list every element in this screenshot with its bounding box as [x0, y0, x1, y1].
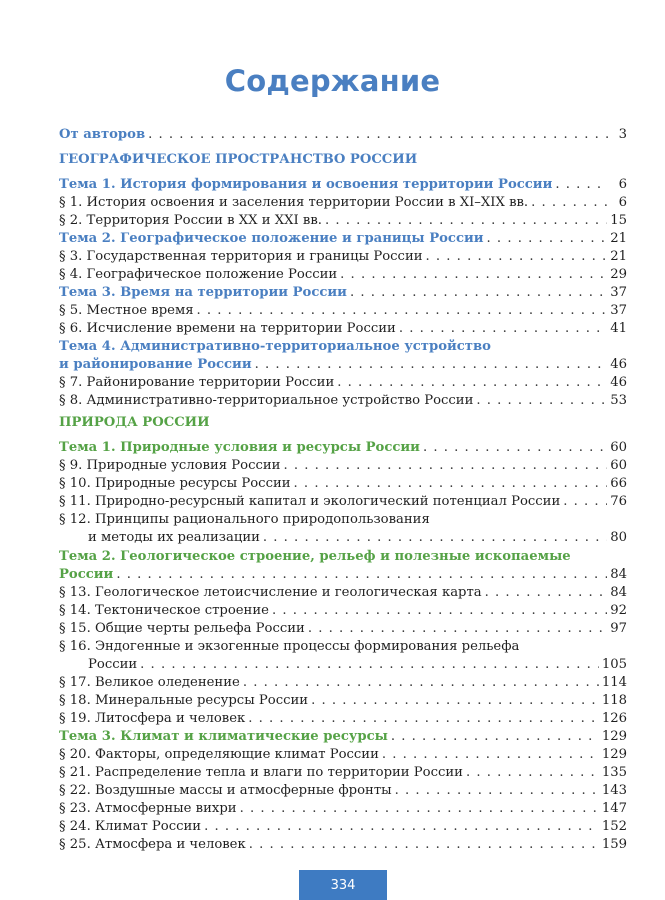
toc-page-number: 46: [610, 357, 627, 372]
toc-entry-label: России: [88, 657, 138, 672]
toc-entry-label: Тема 1. История формирования и освоения территории России: [59, 177, 553, 192]
toc-topic[interactable]: [59, 284, 627, 301]
toc-page-number: 21: [610, 231, 627, 246]
toc-page-number: 80: [610, 530, 627, 545]
toc-entry-label: и районирование России: [59, 357, 252, 372]
toc-section[interactable]: [59, 457, 627, 474]
toc-section[interactable]: [59, 836, 627, 853]
toc-entry-label: и методы их реализации: [88, 530, 260, 545]
toc-entry-label: § 25. Атмосфера и человек: [59, 837, 246, 852]
toc-entry-label: § 14. Тектоническое строение: [59, 603, 269, 618]
toc-page-number: 147: [601, 801, 627, 816]
toc-page-number: 129: [601, 729, 627, 744]
toc-page-number: 129: [601, 747, 627, 762]
toc-page-number: 126: [601, 711, 627, 726]
toc-entry-label: § 7. Районирование территории России: [59, 375, 335, 390]
toc-entry-label: § 24. Климат России: [59, 819, 202, 834]
toc-entry-label: § 19. Литосфера и человек: [59, 711, 246, 726]
toc-page-number: 46: [610, 375, 627, 390]
toc-page-number: 53: [610, 393, 627, 408]
toc-page-number: 114: [601, 675, 627, 690]
toc-section[interactable]: [59, 194, 627, 211]
toc-page-number: 118: [601, 693, 627, 708]
toc-page-number: 152: [601, 819, 627, 834]
toc-entry-label: § 22. Воздушные массы и атмосферные фронты: [59, 783, 392, 798]
toc-topic[interactable]: [59, 356, 627, 373]
toc-entry-label: § 21. Распределение тепла и влаги по территории России: [59, 765, 463, 780]
toc-page-number: 66: [610, 476, 627, 491]
toc-entry-label: § 13. Геологическое летоисчисление и геологическая карта: [59, 585, 482, 600]
toc-entry-label: § 17. Великое оледенение: [59, 675, 240, 690]
toc-topic-line1: Тема 2. Геологическое строение, рельеф и полезные ископаемые: [59, 549, 571, 564]
toc-section[interactable]: [59, 656, 627, 673]
toc-entry-label: § 23. Атмосферные вихри: [59, 801, 237, 816]
toc-entry-label: России: [59, 567, 114, 582]
toc-section[interactable]: [59, 475, 627, 492]
toc-entry-label: Тема 2. Географическое положение и границы России: [59, 231, 484, 246]
toc-section[interactable]: [59, 320, 627, 337]
toc-page-number: 37: [610, 303, 627, 318]
toc-section[interactable]: [59, 248, 627, 265]
toc-entry-label: § 10. Природные ресурсы России: [59, 476, 291, 491]
toc-page-number: 41: [610, 321, 627, 336]
page-title: Содержание: [224, 64, 441, 98]
toc-section[interactable]: [59, 602, 627, 619]
toc-topic[interactable]: [59, 439, 627, 456]
toc-page-number: 135: [601, 765, 627, 780]
toc-section[interactable]: [59, 692, 627, 709]
toc-section[interactable]: [59, 710, 627, 727]
toc-entry-label: § 8. Административно-территориальное устройство России: [59, 393, 474, 408]
toc-section-line1: § 12. Принципы рационального природопользования: [59, 512, 430, 527]
toc-page-number: 84: [610, 585, 627, 600]
toc-page-number: 159: [601, 837, 627, 852]
toc-entry-label: § 3. Государственная территория и границы России: [59, 249, 423, 264]
part-heading: ПРИРОДА РОССИИ: [59, 415, 210, 430]
toc-page-number: 6: [618, 177, 627, 192]
toc-topic[interactable]: [59, 230, 627, 247]
part-heading: ГЕОГРАФИЧЕСКОЕ ПРОСТРАНСТВО РОССИИ: [59, 152, 418, 167]
toc-entry-label: § 9. Природные условия России: [59, 458, 281, 473]
toc-entry-label: § 6. Исчисление времени на территории России: [59, 321, 396, 336]
toc-section[interactable]: [59, 818, 627, 835]
toc-page-number: 15: [610, 213, 627, 228]
toc-section[interactable]: [59, 674, 627, 691]
toc-entry-label: Тема 3. Время на территории России: [59, 285, 347, 300]
toc-page-number: 3: [618, 127, 627, 142]
toc-section[interactable]: [59, 493, 627, 510]
toc-topic[interactable]: [59, 728, 627, 745]
toc-section-line1: § 16. Эндогенные и экзогенные процессы формирования рельефа: [59, 639, 520, 654]
toc-page-number: 84: [610, 567, 627, 582]
toc-page-number: 6: [618, 195, 627, 210]
toc-page-number: 60: [610, 458, 627, 473]
toc-section[interactable]: [59, 782, 627, 799]
toc-section[interactable]: [59, 800, 627, 817]
toc-section[interactable]: [59, 392, 627, 409]
toc-page-number: 37: [610, 285, 627, 300]
toc-entry-label: § 4. Географическое положение России: [59, 267, 338, 282]
toc-section[interactable]: [59, 374, 627, 391]
toc-page-number: 105: [601, 657, 627, 672]
toc-page-number: 92: [610, 603, 627, 618]
toc-page-number: 143: [601, 783, 627, 798]
toc-section[interactable]: [59, 764, 627, 781]
toc-entry-label: § 11. Природно-ресурсный капитал и экологический потенциал России: [59, 494, 561, 509]
toc-page-number: 97: [610, 621, 627, 636]
toc-section[interactable]: [59, 302, 627, 319]
toc-entry-label: Тема 3. Климат и климатические ресурсы: [59, 729, 388, 744]
toc-entry-label: § 2. Территория России в XX и XXI вв.: [59, 213, 322, 228]
toc-entry-label: Тема 1. Природные условия и ресурсы России: [59, 440, 420, 455]
toc-section[interactable]: [59, 584, 627, 601]
toc-entry-label: § 20. Факторы, определяющие климат России: [59, 747, 379, 762]
toc-entry-label: От авторов: [59, 127, 146, 142]
toc-page-number: 29: [610, 267, 627, 282]
toc-entry-label: § 5. Местное время: [59, 303, 194, 318]
toc-section[interactable]: [59, 746, 627, 763]
toc-entry-label: § 1. История освоения и заселения территории России в XI–XIX вв.: [59, 195, 529, 210]
toc-section[interactable]: [59, 212, 627, 229]
toc-section[interactable]: [59, 266, 627, 283]
toc-entry-label: § 15. Общие черты рельефа России: [59, 621, 305, 636]
toc-section[interactable]: [59, 620, 627, 637]
toc-topic[interactable]: [59, 176, 627, 193]
toc-entry-label: § 18. Минеральные ресурсы России: [59, 693, 309, 708]
toc-page-number: 21: [610, 249, 627, 264]
toc-topic-line1: Тема 4. Административно-территориальное устройство: [59, 339, 491, 354]
toc-topic[interactable]: [59, 566, 627, 583]
page-number: 334: [330, 878, 356, 893]
toc-section[interactable]: [59, 529, 627, 546]
toc-page-number: 60: [610, 440, 627, 455]
toc-page-number: 76: [610, 494, 627, 509]
toc-entry-from-authors[interactable]: [59, 126, 627, 143]
